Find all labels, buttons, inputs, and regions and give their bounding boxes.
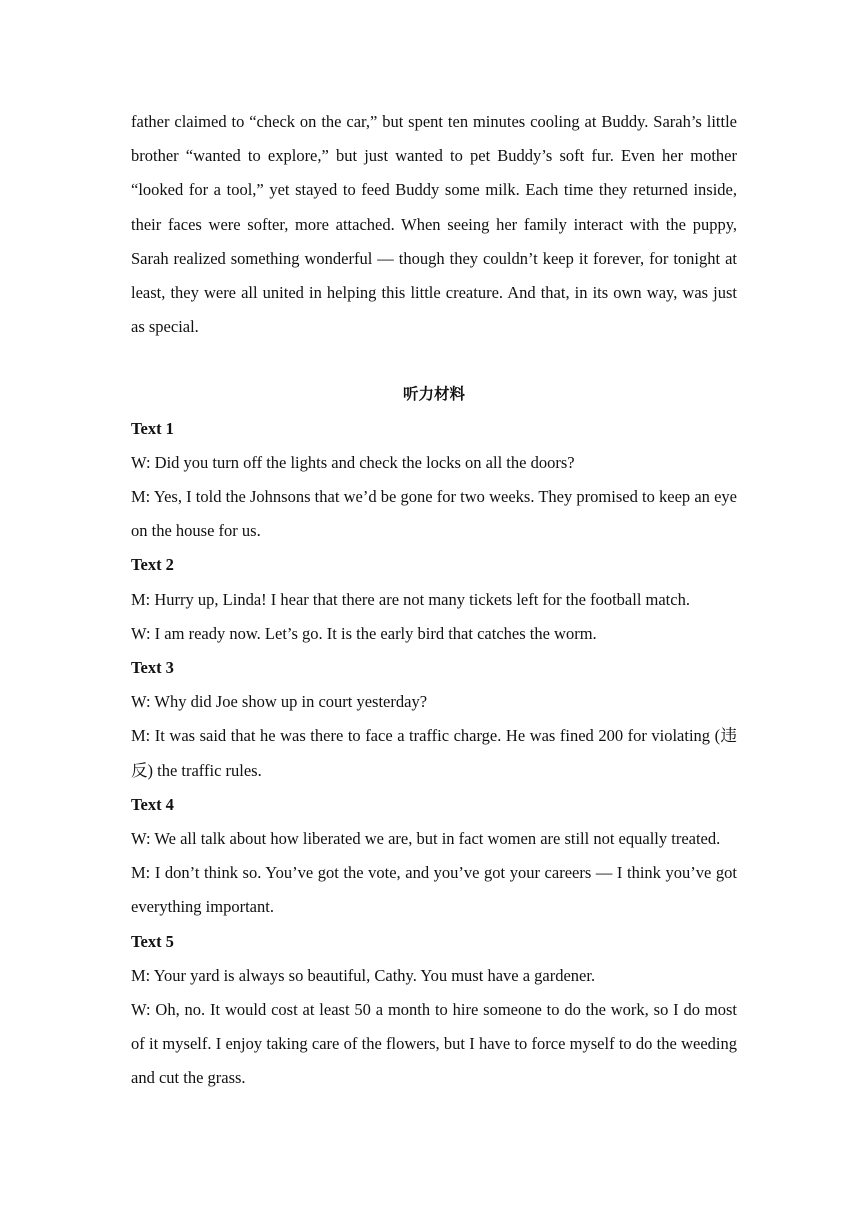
dialogue-line: W: Did you turn off the lights and check the locks on all the doors? — [131, 452, 575, 472]
document-page — [131, 105, 737, 1096]
text-heading: Text 4 — [131, 794, 174, 814]
dialogue-line: W: Oh, no. It would cost at least 50 a month to hire someone to do the work, so I do most of it myself. I enjoy taking care of the flowers, but I have to force myself to do the weeding and cut the grass. — [131, 1000, 737, 1088]
text-heading: Text 3 — [131, 658, 174, 678]
dialogue-line: M: It was said that he was there to face a traffic charge. He was fined 200 for violating (违反) the traffic rules. — [131, 726, 737, 780]
text-heading: Text 5 — [131, 931, 174, 951]
story-paragraph: father claimed to “check on the car,” but spent ten minutes cooling at Buddy. Sarah’s little brother “wanted to explore,” but just wanted to pet Buddy’s soft fur. Even her mother “looked for a tool,” yet stayed to feed Buddy some milk. Each time they returned inside, their faces were softer, more attached. When seeing her family interact with the puppy, Sarah realized something wonderful — though they couldn’t keep it forever, for tonight at least, they were all united in helping this little creature. And that, in its own way, was just as special. — [131, 112, 737, 337]
dialogue-line: W: Why did Joe show up in court yesterday? — [131, 692, 428, 712]
dialogue-line: M: Hurry up, Linda! I hear that there are not many tickets left for the football match. — [131, 589, 690, 609]
dialogue-line: M: I don’t think so. You’ve got the vote, and you’ve got your careers — I think you’ve got everything important. — [131, 863, 737, 917]
text-2-block — [131, 548, 737, 651]
text-heading: Text 1 — [131, 418, 174, 438]
dialogue-line: W: We all talk about how liberated we are, but in fact women are still not equally treated. — [131, 829, 721, 849]
text-1-block — [131, 412, 737, 549]
text-5-block — [131, 925, 737, 1096]
dialogue-line: W: I am ready now. Let’s go. It is the early bird that catches the worm. — [131, 623, 597, 643]
dialogue-line: M: Yes, I told the Johnsons that we’d be gone for two weeks. They promised to keep an eye on the house for us. — [131, 487, 737, 541]
text-4-block — [131, 788, 737, 925]
text-3-block — [131, 651, 737, 788]
section-title: 听力材料 — [402, 385, 465, 404]
dialogue-line: M: Your yard is always so beautiful, Cathy. You must have a gardener. — [131, 965, 596, 985]
text-heading: Text 2 — [131, 555, 174, 575]
